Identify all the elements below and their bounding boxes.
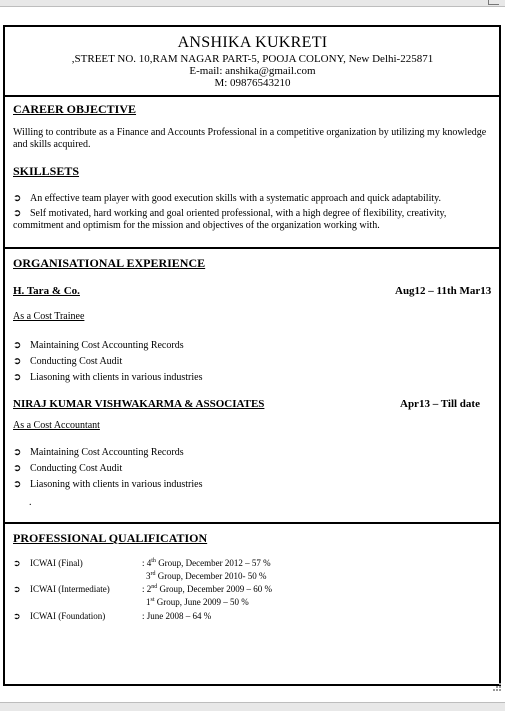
job-dates: Apr13 – Till date [400,398,480,410]
experience-heading: ORGANISATIONAL EXPERIENCE [13,256,206,270]
qualification-item: ➲ ICWAI (Foundation) [13,611,106,621]
candidate-name: ANSHIKA KUKRETI [177,34,328,51]
duty-item: ➲ Conducting Cost Audit [13,463,123,474]
arrow-bullet-icon: ➲ [13,611,21,621]
mobile-line: M: 09876543210 [214,77,291,89]
arrow-bullet-icon: ➲ [13,208,22,219]
career-objective-heading: CAREER OBJECTIVE [13,102,137,116]
job-dates: Aug12 – 11th Mar13 [395,285,492,297]
qualification-item: ➲ ICWAI (Final) [13,558,83,568]
section-divider [3,522,501,524]
qualification-detail: : June 2008 – 64 % [142,611,212,621]
qualification-detail: 3rd Group, December 2010- 50 % [146,571,267,581]
address-line: ,STREET NO. 10,RAM NAGAR PART-5, POOJA COLONY, New Delhi-225871 [71,53,434,65]
section-divider [3,95,501,97]
job-role: As a Cost Accountant [13,420,100,431]
job-role: As a Cost Trainee [13,311,85,322]
skillsets-heading: SKILLSETS [13,164,80,178]
duty-item: ➲ Liasoning with clients in various industries [13,479,203,490]
arrow-bullet-icon: ➲ [13,372,22,383]
arrow-bullet-icon: ➲ [13,479,22,490]
qualification-item: ➲ ICWAI (Intermediate) [13,584,110,594]
qualification-detail: : 2nd Group, December 2009 – 60 % [142,584,272,594]
arrow-bullet-icon: ➲ [13,356,22,367]
duty-item: ➲ Maintaining Cost Accounting Records [13,340,184,351]
career-objective-text: Willing to contribute as a Finance and Accounts Professional in a competitive organization by utilizing my knowledge and skills acquired. [13,127,487,150]
trailing-dot: . [29,497,32,508]
qualification-detail: 1st Group, June 2009 – 50 % [146,597,249,607]
qualification-heading: PROFESSIONAL QUALIFICATION [13,531,208,545]
email-line: E-mail: anshika@gmail.com [189,65,316,77]
skill-item: ➲ An effective team player with good execution skills with a systematic approach and quick adaptability. [13,193,441,204]
duty-item: ➲ Maintaining Cost Accounting Records [13,447,184,458]
company-name: NIRAJ KUMAR VISHWAKARMA & ASSOCIATES [13,398,265,410]
resize-grip-icon[interactable] [493,683,503,693]
section-divider [3,247,501,249]
skill-item: ➲ Self motivated, hard working and goal oriented professional, with a high degree of flexibility, creativity, commitment and optimism for the mission and objectives of the organization working with. [13,208,447,231]
qualification-detail: : 4th Group, December 2012 – 57 % [142,558,271,568]
arrow-bullet-icon: ➲ [13,447,22,458]
page-corner-mark [488,0,499,5]
arrow-bullet-icon: ➲ [13,463,22,474]
arrow-bullet-icon: ➲ [13,340,22,351]
duty-item: ➲ Liasoning with clients in various industries [13,372,203,383]
arrow-bullet-icon: ➲ [13,193,22,204]
top-scroll-bar [0,0,505,7]
arrow-bullet-icon: ➲ [13,558,21,568]
company-name: H. Tara & Co. [13,285,80,297]
duty-item: ➲ Conducting Cost Audit [13,356,123,367]
arrow-bullet-icon: ➲ [13,584,21,594]
